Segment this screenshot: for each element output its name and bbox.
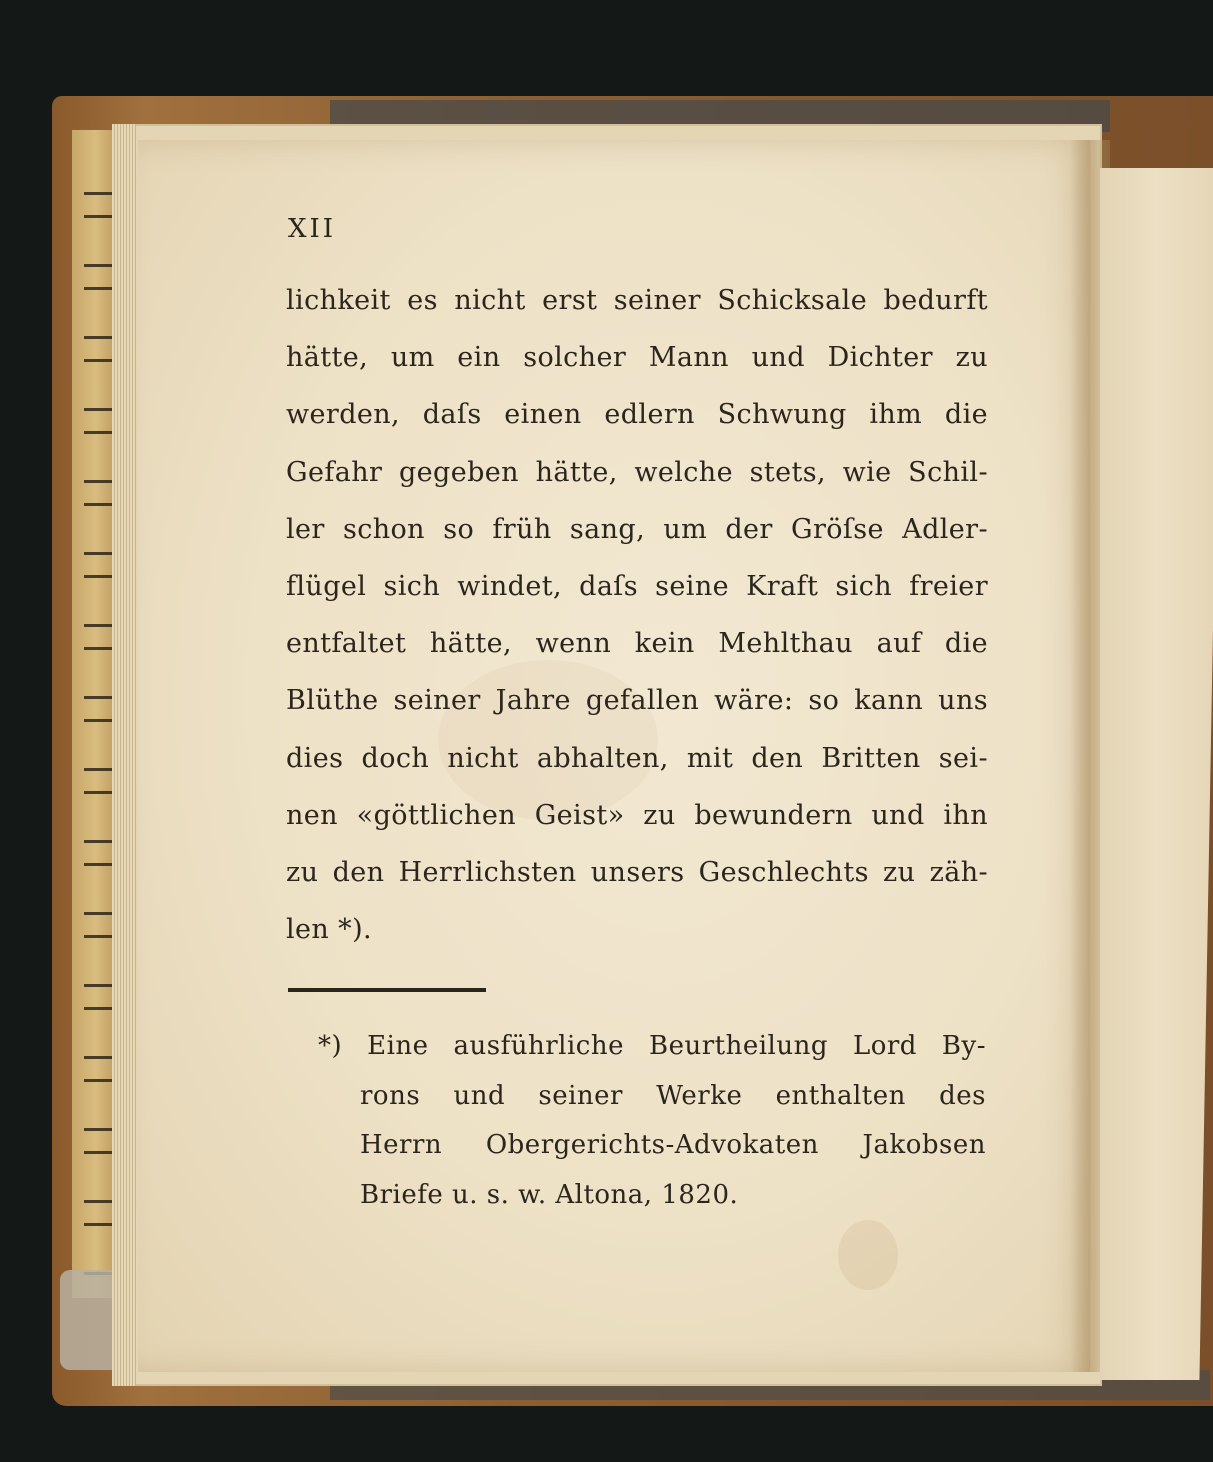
text-line: entfaltet hätte, wenn kein Mehlthau auf die	[286, 628, 988, 660]
footnote-rule	[288, 988, 486, 992]
body-text	[286, 272, 988, 958]
paper-stain	[838, 1220, 898, 1290]
footnote-line: rons und seiner Werke enthalten des	[360, 1080, 986, 1111]
text-line: flügel sich windet, daſs seine Kraft sich freier	[286, 570, 988, 602]
footnote-line: *) Eine ausführliche Beurtheilung Lord By-	[318, 1031, 986, 1061]
page-number: XII	[288, 214, 337, 244]
right-page-edge	[1100, 168, 1213, 1380]
footnote	[318, 1022, 986, 1220]
text-line: dies doch nicht abhalten, mit den Britten sei-	[286, 742, 988, 774]
footnote-line: Herrn Obergerichts-Advokaten Jakobsen	[360, 1130, 986, 1160]
text-line: werden, daſs einen edlern Schwung ihm die	[286, 399, 988, 431]
text-line: hätte, um ein solcher Mann und Dichter zu	[286, 342, 988, 374]
text-line: nen «göttlichen Geist» zu bewundern und ihn	[286, 799, 988, 831]
text-line: len *).	[286, 914, 373, 946]
text-line: zu den Herrlichsten unsers Geschlechts zu zäh-	[286, 856, 988, 888]
footnote-line: Briefe u. s. w. Altona, 1820.	[360, 1179, 739, 1210]
text-line: Blüthe seiner Jahre gefallen wäre: so kann uns	[286, 685, 988, 717]
text-line: Gefahr gegeben hätte, welche stets, wie Schil-	[286, 456, 988, 488]
text-line: lichkeit es nicht erst seiner Schicksale bedurft	[286, 285, 988, 316]
text-line: ler schon so früh sang, um der Gröſse Adler-	[286, 513, 988, 545]
